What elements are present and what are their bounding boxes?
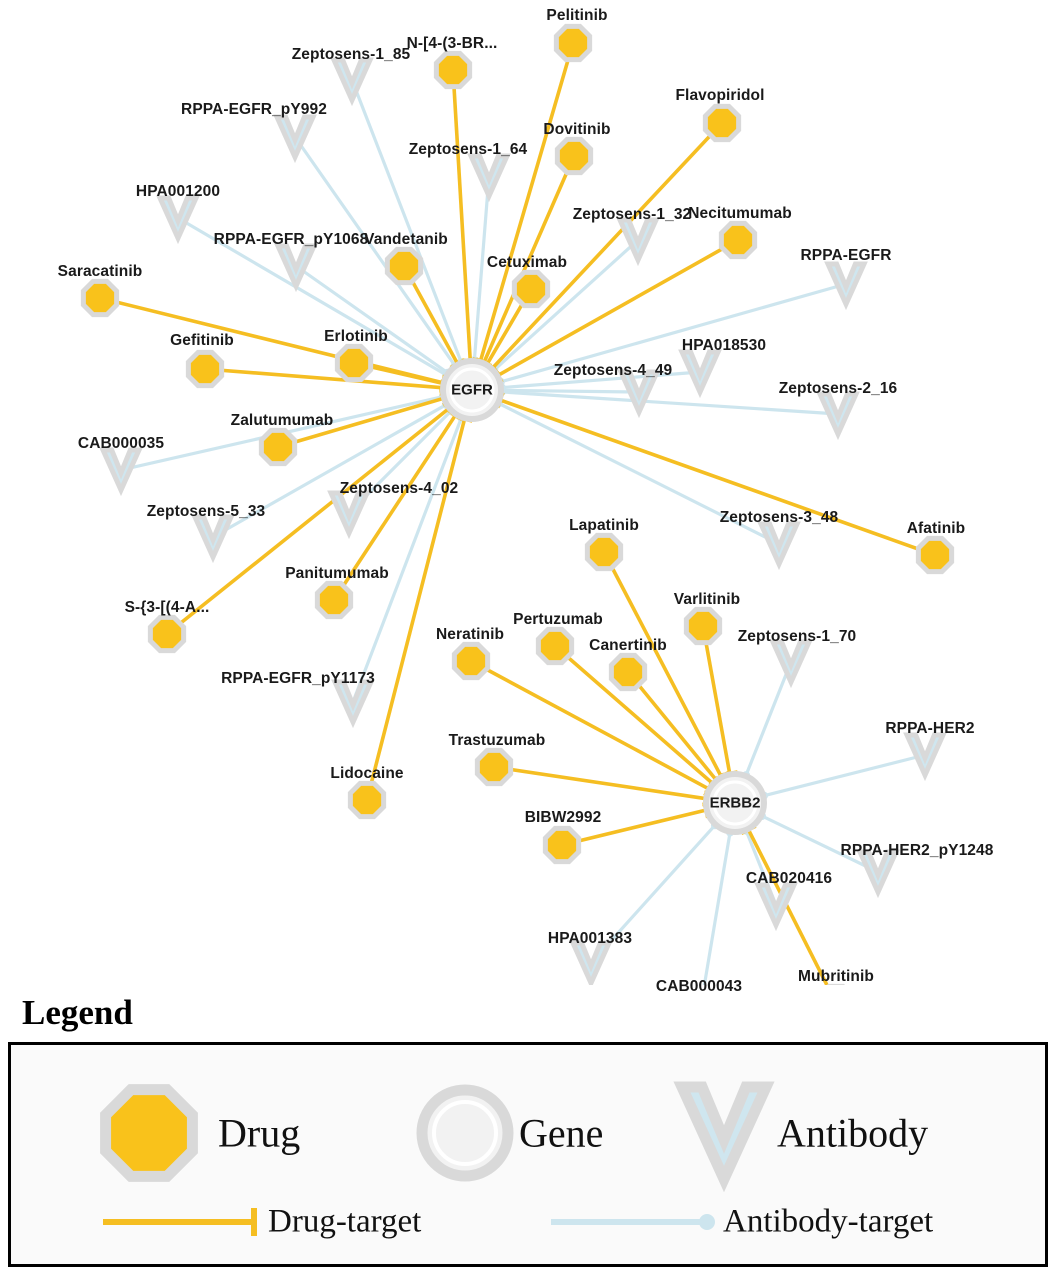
- drug-node[interactable]: [686, 609, 719, 642]
- drug-node-label: Trastuzumab: [448, 732, 546, 749]
- antibody-node-label: Zeptosens-1_32: [572, 206, 692, 223]
- chevron-down-icon: [907, 735, 943, 775]
- chevron-down-icon: [773, 642, 809, 682]
- legend-gene-label: Gene: [519, 1110, 604, 1156]
- chevron-down-icon: [620, 220, 656, 260]
- octagon-icon: [557, 139, 590, 172]
- antibody-node[interactable]: [620, 220, 656, 260]
- antibody-node[interactable]: [103, 450, 139, 490]
- antibody-node-label: Zeptosens-2_16: [778, 380, 898, 397]
- legend-chevron-down-icon: [682, 1087, 766, 1179]
- octagon-icon: [721, 223, 754, 256]
- chevron-down-icon: [761, 524, 797, 564]
- antibody-node[interactable]: [761, 524, 797, 564]
- octagon-icon: [261, 430, 294, 463]
- drug-node[interactable]: [557, 139, 590, 172]
- octagon-icon: [545, 828, 578, 861]
- antibody-node-label: RPPA-HER2: [885, 720, 975, 737]
- octagon-icon: [538, 629, 571, 662]
- drug-node[interactable]: [350, 783, 383, 816]
- octagon-icon: [317, 583, 350, 616]
- antibody-node-label: Zeptosens-1_85: [291, 46, 411, 63]
- antibody-node[interactable]: [758, 885, 794, 925]
- drug-target-edge: [749, 830, 836, 985]
- antibody-node[interactable]: [334, 60, 370, 100]
- drug-node-label: Lidocaine: [330, 765, 404, 782]
- drug-node-label: Vandetanib: [364, 231, 448, 248]
- octagon-icon: [705, 106, 738, 139]
- drug-target-edge: [480, 43, 573, 361]
- octagon-icon: [150, 617, 183, 650]
- octagon-icon: [350, 783, 383, 816]
- antibody-target-edge: [700, 833, 730, 985]
- chevron-down-icon: [160, 198, 196, 238]
- antibody-node-label: HPA018530: [681, 337, 767, 354]
- gene-node-label: ERBB2: [709, 794, 761, 812]
- chevron-down-icon: [331, 493, 367, 533]
- chevron-down-icon: [335, 682, 371, 722]
- legend-antibody-edge-cap: [699, 1214, 715, 1230]
- drug-target-edge: [500, 400, 935, 555]
- chevron-down-icon: [828, 264, 864, 304]
- antibody-node-label: Zeptosens-4_49: [553, 362, 673, 379]
- drug-node[interactable]: [918, 538, 951, 571]
- legend-circle-inner: [434, 1102, 496, 1164]
- octagon-icon: [918, 538, 951, 571]
- drug-node[interactable]: [436, 53, 469, 86]
- drug-node-label: Necitumumab: [688, 205, 792, 222]
- chevron-down-icon: [471, 156, 507, 196]
- octagon-icon: [611, 655, 644, 688]
- octagon-icon: [454, 644, 487, 677]
- drug-node[interactable]: [477, 750, 510, 783]
- drug-target-edge: [493, 123, 722, 368]
- octagon-icon: [686, 609, 719, 642]
- antibody-node-label: HPA001383: [547, 930, 633, 947]
- legend-drug-edge-cap: [251, 1208, 257, 1236]
- antibody-node-label: Zeptosens-4_02: [339, 480, 459, 497]
- drug-node-label: N-[4-(3-BR...: [406, 35, 498, 52]
- drug-node[interactable]: [261, 430, 294, 463]
- antibody-node-label: RPPA-HER2_pY1248: [840, 842, 994, 859]
- antibody-target-edge: [746, 662, 791, 775]
- legend-antibody-target-label: Antibody-target: [723, 1203, 934, 1240]
- antibody-node-label: RPPA-EGFR_pY1173: [221, 670, 375, 687]
- drug-node[interactable]: [387, 249, 420, 282]
- drug-node[interactable]: [587, 535, 620, 568]
- drug-node-label: Gefitinib: [170, 332, 234, 349]
- chevron-down-icon: [758, 885, 794, 925]
- drug-node[interactable]: [721, 223, 754, 256]
- antibody-node-label: Zeptosens-5_33: [146, 503, 266, 520]
- antibody-node-label: RPPA-EGFR_pY1068: [213, 231, 369, 248]
- drug-node[interactable]: [317, 583, 350, 616]
- antibody-node-label: Zeptosens-1_64: [408, 141, 528, 158]
- octagon-icon: [514, 272, 547, 305]
- antibody-node-label: CAB000035: [77, 435, 165, 452]
- drug-node[interactable]: [611, 655, 644, 688]
- antibody-target-edge: [353, 418, 461, 702]
- drug-node-label: Pertuzumab: [513, 611, 603, 628]
- drug-node[interactable]: [150, 617, 183, 650]
- antibody-node[interactable]: [160, 198, 196, 238]
- antibody-node-label: CAB020416: [745, 870, 833, 887]
- octagon-icon: [477, 750, 510, 783]
- drug-node-label: Saracatinib: [57, 263, 143, 280]
- drug-node-label: Erlotinib: [324, 328, 388, 345]
- drug-target-edge: [453, 70, 470, 360]
- legend-title: Legend: [22, 993, 133, 1032]
- antibody-node[interactable]: [277, 117, 313, 157]
- antibody-target-edge: [501, 284, 846, 382]
- octagon-icon: [387, 249, 420, 282]
- drug-node[interactable]: [83, 281, 116, 314]
- antibody-node[interactable]: [773, 642, 809, 682]
- antibody-node[interactable]: [331, 493, 367, 533]
- drug-node[interactable]: [337, 346, 370, 379]
- drug-node[interactable]: [514, 272, 547, 305]
- octagon-icon: [436, 53, 469, 86]
- antibody-node-label: RPPA-EGFR_pY992: [181, 101, 327, 118]
- gene-node-label: EGFR: [451, 381, 493, 399]
- antibody-target-edge: [764, 755, 925, 796]
- drug-node-label: Dovitinib: [543, 121, 611, 138]
- antibody-node-label: Zeptosens-3_48: [719, 509, 839, 526]
- antibody-node-label: HPA001200: [135, 183, 221, 200]
- chevron-down-icon: [277, 117, 313, 157]
- drug-node-label: S-{3-[(4-A...: [124, 599, 210, 616]
- antibody-target-edge: [352, 80, 461, 362]
- antibody-node[interactable]: [828, 264, 864, 304]
- legend: [0, 985, 1059, 1280]
- antibody-node[interactable]: [907, 735, 943, 775]
- legend-octagon-icon: [106, 1090, 193, 1177]
- drug-node[interactable]: [545, 828, 578, 861]
- drug-node-label: Zalutumumab: [230, 412, 334, 429]
- drug-node[interactable]: [538, 629, 571, 662]
- legend-drug-label: Drug: [218, 1110, 301, 1156]
- chevron-down-icon: [195, 517, 231, 557]
- drug-node-label: Mubritinib: [798, 968, 874, 985]
- octagon-icon: [556, 26, 589, 59]
- antibody-node-label: RPPA-EGFR: [800, 247, 892, 264]
- octagon-icon: [587, 535, 620, 568]
- octagon-icon: [188, 352, 221, 385]
- drug-node[interactable]: [454, 644, 487, 677]
- drug-node[interactable]: [556, 26, 589, 59]
- drug-node-label: Varlitinib: [673, 591, 741, 608]
- legend-drug-target-label: Drug-target: [268, 1203, 422, 1240]
- antibody-node[interactable]: [335, 682, 371, 722]
- antibody-node[interactable]: [471, 156, 507, 196]
- chevron-down-icon: [103, 450, 139, 490]
- antibody-node-label: CAB000043: [655, 978, 743, 995]
- drug-node[interactable]: [188, 352, 221, 385]
- drug-node-label: Neratinib: [435, 626, 505, 643]
- drug-node[interactable]: [705, 106, 738, 139]
- drug-node-label: BIBW2992: [524, 809, 602, 826]
- drug-node-label: Pelitinib: [546, 7, 608, 24]
- antibody-node[interactable]: [195, 517, 231, 557]
- chevron-down-icon: [334, 60, 370, 100]
- antibody-node-label: Zeptosens-1_70: [737, 628, 857, 645]
- drug-node-label: Canertinib: [589, 637, 667, 654]
- octagon-icon: [83, 281, 116, 314]
- drug-target-edge: [205, 369, 442, 388]
- drug-node-label: Flavopiridol: [675, 87, 765, 104]
- octagon-icon: [337, 346, 370, 379]
- antibody-node[interactable]: [573, 943, 609, 983]
- legend-antibody-label: Antibody: [777, 1110, 929, 1156]
- legend-box: [8, 1042, 1048, 1267]
- drug-node-label: Lapatinib: [569, 517, 639, 534]
- drug-node-label: Panitumumab: [285, 565, 389, 582]
- drug-target-edge: [628, 672, 716, 780]
- drug-node-label: Afatinib: [906, 520, 966, 537]
- drug-node-label: Cetuximab: [486, 254, 568, 271]
- chevron-down-icon: [573, 943, 609, 983]
